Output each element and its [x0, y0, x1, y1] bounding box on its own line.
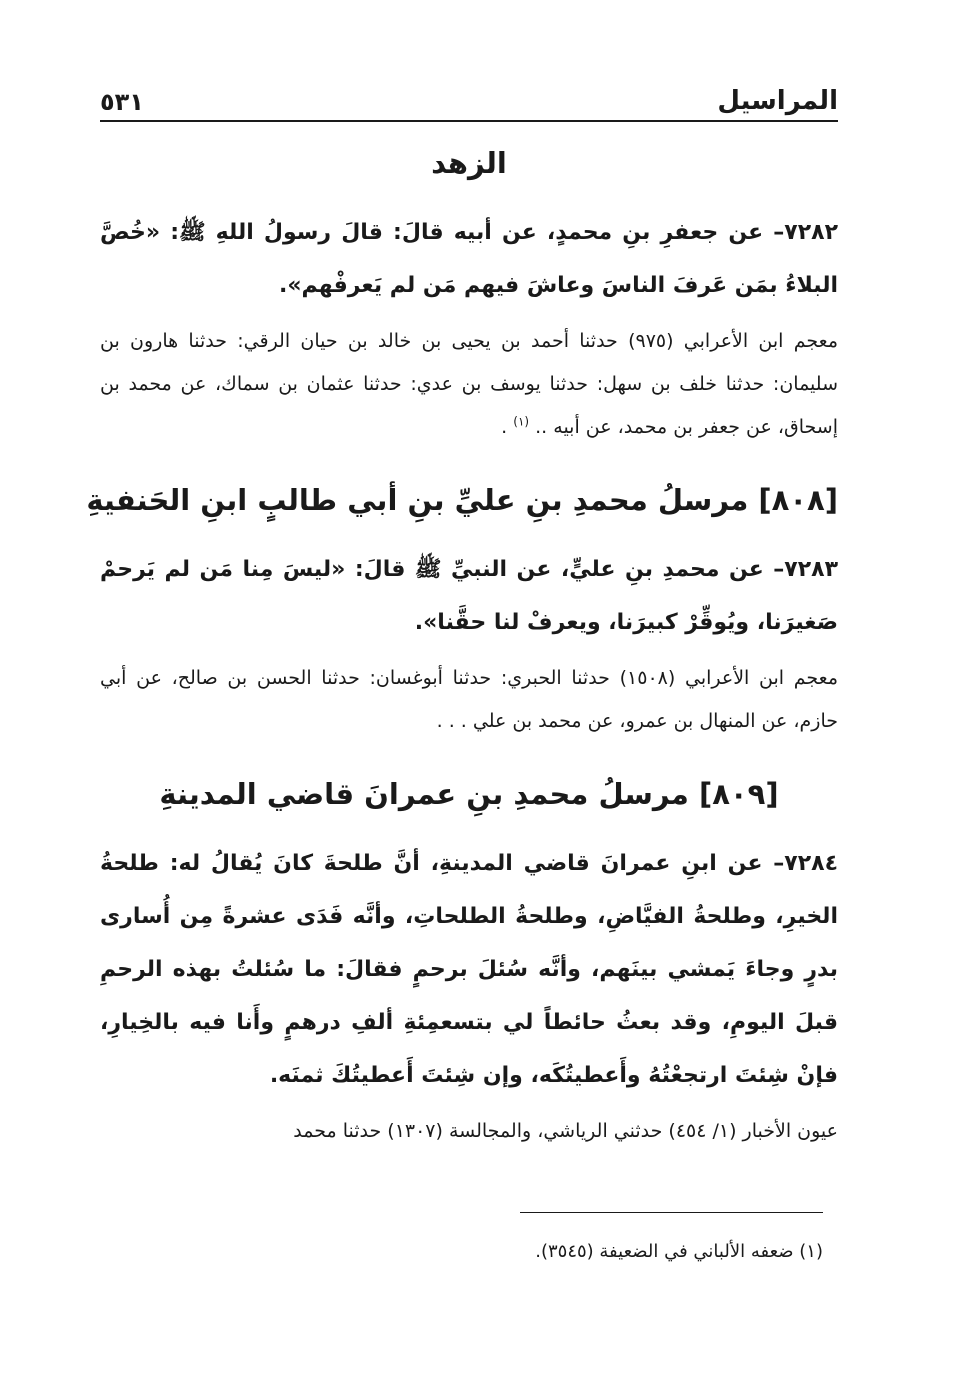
footnote: (١) ضعفه الألباني في الضعيفة (٣٥٤٥).	[535, 1241, 823, 1262]
page-body	[86, 140, 839, 1153]
running-header	[100, 76, 838, 122]
hadith-text: ٧٢٨٢– عن جعفرِ بنِ محمدٍ، عن أبيه قالَ: قالَ رسولُ اللهِ ﷺ: «خُصَّ البلاءُ بمَن عَرفَ الناسَ وعاشَ فيهم مَن لم يَعرفْهم».	[100, 220, 838, 298]
section-title: الزهد	[431, 146, 507, 180]
running-title: المراسيل	[717, 86, 838, 116]
source-citation: عيون الأخبار (١/ ٤٥٤) حدثني الرياشي، والمجالسة (١٣٠٧) حدثنا محمد	[293, 1120, 838, 1142]
source-text: معجم ابن الأعرابي (٩٧٥) حدثنا أحمد بن يحيى بن خالد بن حيان الرقي: حدثنا هارون بن سليمان: حدثنا خلف بن سهل: حدثنا يوسف بن عدي: حدثنا عثمان بن سماك، عن محمد بن إسحاق، عن جعفر بن محمد، عن أبيه ..	[100, 330, 838, 438]
chapter-heading: [٨٠٨] مرسلُ محمدِ بنِ عليِّ بنِ أبي طالبٍ ابنِ الحَنفيةِ	[86, 483, 838, 517]
footnote-reference[interactable]: (١)	[513, 414, 530, 429]
hadith-text: ٧٢٨٣– عن محمدِ بنِ عليٍّ، عن النبيِّ ﷺ قالَ: «ليسَ مِنا مَن لم يَرحمْ صَغيرَنا، ويُوقِّرْ كبيرَنا، ويعرفْ لنا حقَّنا».	[100, 557, 838, 635]
footnote-divider	[520, 1212, 823, 1213]
page-number: ٥٣١	[100, 88, 144, 116]
chapter-heading: [٨٠٩] مرسلُ محمدِ بنِ عمرانَ قاضي المدينةِ	[159, 777, 779, 811]
hadith-text: ٧٢٨٤– عن ابنِ عمرانَ قاضي المدينةِ، أنَّ طلحةَ كانَ يُقالُ له: طلحةُ الخيرِ، وطلحةُ الفيَّاضِ، وطلحةُ الطلحاتِ، وأنَّه فَدَى عشرةً مِن أُسارى بدرٍ وجاءَ يَمشي بينَهم، وأنَّه سُئلَ برحمٍ فقالَ: ما سُئلتُ بهذه الرحمِ قبلَ اليومِ، وقد بعثُ حائطاً لي بتسعمِئةِ ألفِ درهمٍ وأَنا فيه بالخِيارِ، فإنْ شِئتَ ارتجعْتُهُ وأَعطيتُكَه، وإن شِئتَ أَعطيتُكَ ثمنَه.	[100, 851, 838, 1088]
source-citation: معجم ابن الأعرابي (١٥٠٨) حدثنا الحبري: حدثنا أبوغسان: حدثنا الحسن بن صالح، عن أبي حازم، عن المنهال بن عمرو، عن محمد بن علي . . .	[100, 667, 839, 732]
source-citation: معجم ابن الأعرابي (٩٧٥) حدثنا أحمد بن يحيى بن خالد بن حيان الرقي: حدثنا هارون بن سليمان: حدثنا خلف بن سهل: حدثنا يوسف بن عدي: حدثنا عثمان بن سماك، عن محمد بن إسحاق، عن جعفر بن محمد، عن أبيه .. $^{(١)}$ .	[100, 330, 838, 438]
